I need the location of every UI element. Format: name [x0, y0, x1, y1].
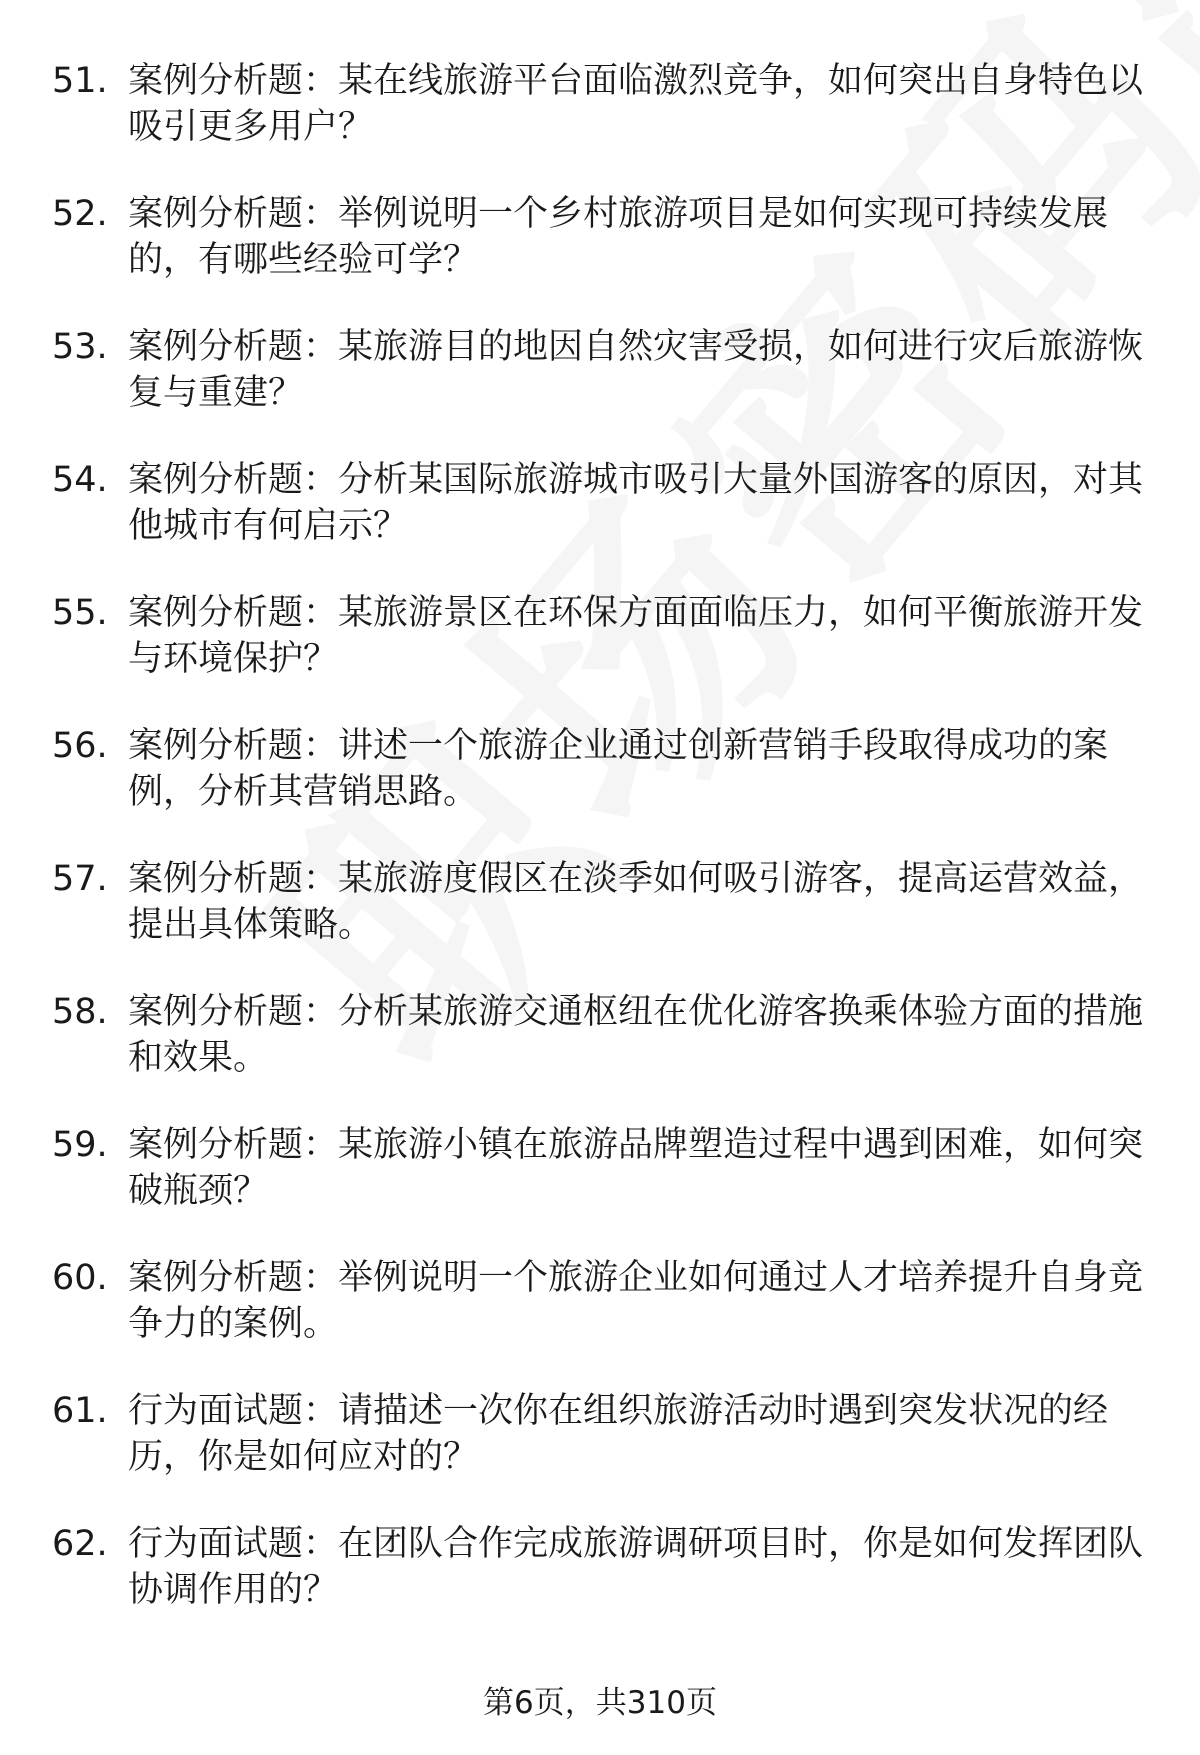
question-item-54 — [0, 457, 1200, 590]
question-list — [0, 58, 1200, 1654]
question-item-51 — [0, 58, 1200, 191]
question-text: 案例分析题：某旅游目的地因自然灾害受损，如何进行灾后旅游恢复与重建？ — [128, 327, 1144, 413]
page-footer: 第6页，共310页 — [483, 1685, 717, 1721]
question-text: 案例分析题：分析某国际旅游城市吸引大量外国游客的原因，对其他城市有何启示？ — [128, 460, 1144, 546]
question-number: 61. — [52, 1391, 108, 1431]
question-number: 54. — [52, 460, 108, 500]
question-text: 案例分析题：举例说明一个旅游企业如何通过人才培养提升自身竞争力的案例。 — [128, 1258, 1144, 1344]
question-item-62 — [0, 1521, 1200, 1654]
question-text: 行为面试题：请描述一次你在组织旅游活动时遇到突发状况的经历，你是如何应对的？ — [128, 1391, 1109, 1477]
question-text: 行为面试题：在团队合作完成旅游调研项目时，你是如何发挥团队协调作用的？ — [128, 1524, 1144, 1610]
question-text: 案例分析题：某旅游景区在环保方面面临压力，如何平衡旅游开发与环境保护？ — [128, 593, 1144, 679]
question-number: 60. — [52, 1258, 108, 1298]
question-item-53 — [0, 324, 1200, 457]
question-text: 案例分析题：举例说明一个乡村旅游项目是如何实现可持续发展的，有哪些经验可学？ — [128, 194, 1109, 280]
question-item-56 — [0, 723, 1200, 856]
question-text: 案例分析题：某旅游小镇在旅游品牌塑造过程中遇到困难，如何突破瓶颈？ — [128, 1125, 1144, 1211]
question-text: 案例分析题：某旅游度假区在淡季如何吸引游客，提高运营效益，提出具体策略。 — [128, 859, 1144, 945]
question-number: 57. — [52, 859, 108, 899]
question-number: 59. — [52, 1125, 108, 1165]
question-number: 51. — [52, 61, 108, 101]
question-text: 案例分析题：某在线旅游平台面临激烈竞争，如何突出自身特色以吸引更多用户？ — [128, 61, 1144, 147]
question-item-58 — [0, 989, 1200, 1122]
question-text: 案例分析题：讲述一个旅游企业通过创新营销手段取得成功的案例，分析其营销思路。 — [128, 726, 1109, 812]
question-text: 案例分析题：分析某旅游交通枢纽在优化游客换乘体验方面的措施和效果。 — [128, 992, 1144, 1078]
question-number: 62. — [52, 1524, 108, 1564]
question-item-59 — [0, 1122, 1200, 1255]
question-item-52 — [0, 191, 1200, 324]
question-number: 58. — [52, 992, 108, 1032]
question-item-55 — [0, 590, 1200, 723]
question-number: 52. — [52, 194, 108, 234]
question-item-61 — [0, 1388, 1200, 1521]
question-number: 53. — [52, 327, 108, 367]
question-item-60 — [0, 1255, 1200, 1388]
question-item-57 — [0, 856, 1200, 989]
question-number: 56. — [52, 726, 108, 766]
question-number: 55. — [52, 593, 108, 633]
